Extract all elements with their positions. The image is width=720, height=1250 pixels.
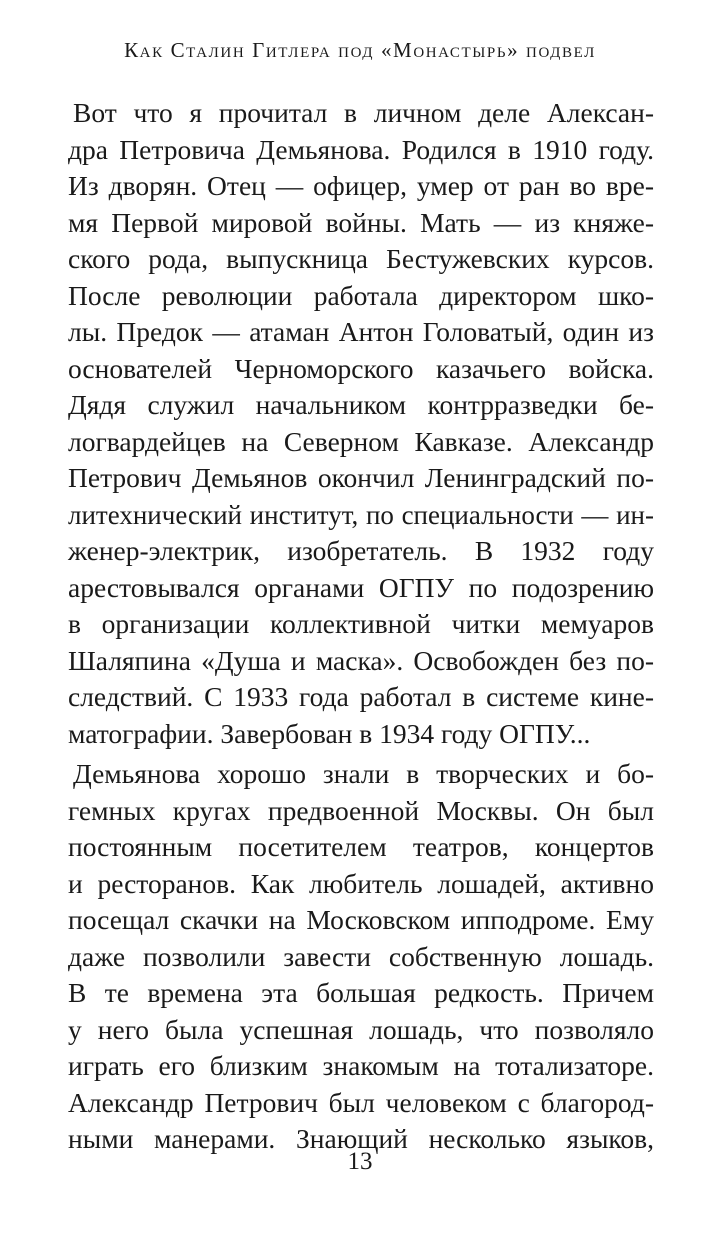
text-line: даже позволили завести собственную лошадь. xyxy=(68,940,654,972)
body-text xyxy=(68,95,654,1158)
text-line: гемных кругах предвоенной Москвы. Он был xyxy=(68,794,654,826)
text-line: Петрович Демьянов окончил Ленинградский по- xyxy=(68,462,654,493)
text-line: постоянным посетителем театров, концертов xyxy=(68,831,654,862)
running-head: Как Сталин Гитлера под «Монастырь» подвел xyxy=(124,38,596,62)
text-line: мя Первой мировой войны. Мать — из княже- xyxy=(68,206,654,238)
text-line: следствий. С 1933 года работал в системе кине- xyxy=(68,681,654,712)
text-line: После революции работала директором шко- xyxy=(68,279,654,311)
text-line: посещал скачки на Московском ипподроме. Ему xyxy=(68,904,654,935)
text-line: Дядя служил начальником контрразведки бе- xyxy=(68,389,654,420)
text-line: играть его близким знакомым на тотализаторе. xyxy=(68,1050,654,1081)
text-line: дра Петровича Демьянова. Родился в 1910 году. xyxy=(68,133,654,165)
text-line: и ресторанов. Как любитель лошадей, активно xyxy=(68,867,654,899)
text-line: женер-электрик, изобретатель. В 1932 году xyxy=(68,535,654,566)
text-line: арестовывался органами ОГПУ по подозрению xyxy=(68,571,654,603)
text-line: Александр Петрович был человеком с благород- xyxy=(68,1086,654,1118)
text-line: ными манерами. Знающий несколько языков, xyxy=(68,1123,654,1154)
page-number: 13 xyxy=(347,1148,373,1175)
text-line: у него была успешная лошадь, что позволяло xyxy=(68,1013,654,1045)
text-line: в организации коллективной читки мемуаров xyxy=(68,608,654,639)
text-line: В те времена эта большая редкость. Причем xyxy=(68,977,654,1008)
text-line: ского рода, выпускница Бестужевских курсов. xyxy=(68,243,654,274)
text-line: Из дворян. Отец — офицер, умер от ран во вре- xyxy=(68,170,654,201)
text-line: логвардейцев на Северном Кавказе. Александр xyxy=(68,425,654,457)
text-line: матографии. Завербован в 1934 году ОГПУ... xyxy=(68,717,591,749)
text-line: лы. Предок — атаман Антон Головатый, один из xyxy=(68,316,654,347)
text-line: литехнический институт, по специальности — ин- xyxy=(68,499,654,530)
paragraph xyxy=(68,756,654,1158)
text-line: Шаляпина «Душа и маска». Освобожден без по- xyxy=(68,644,654,676)
text-line: Демьянова хорошо знали в творческих и бо- xyxy=(73,758,654,789)
text-line: Вот что я прочитал в личном деле Алексан- xyxy=(73,97,654,128)
paragraph xyxy=(68,95,654,752)
text-line: основателей Черноморского казачьего войска. xyxy=(68,352,654,384)
